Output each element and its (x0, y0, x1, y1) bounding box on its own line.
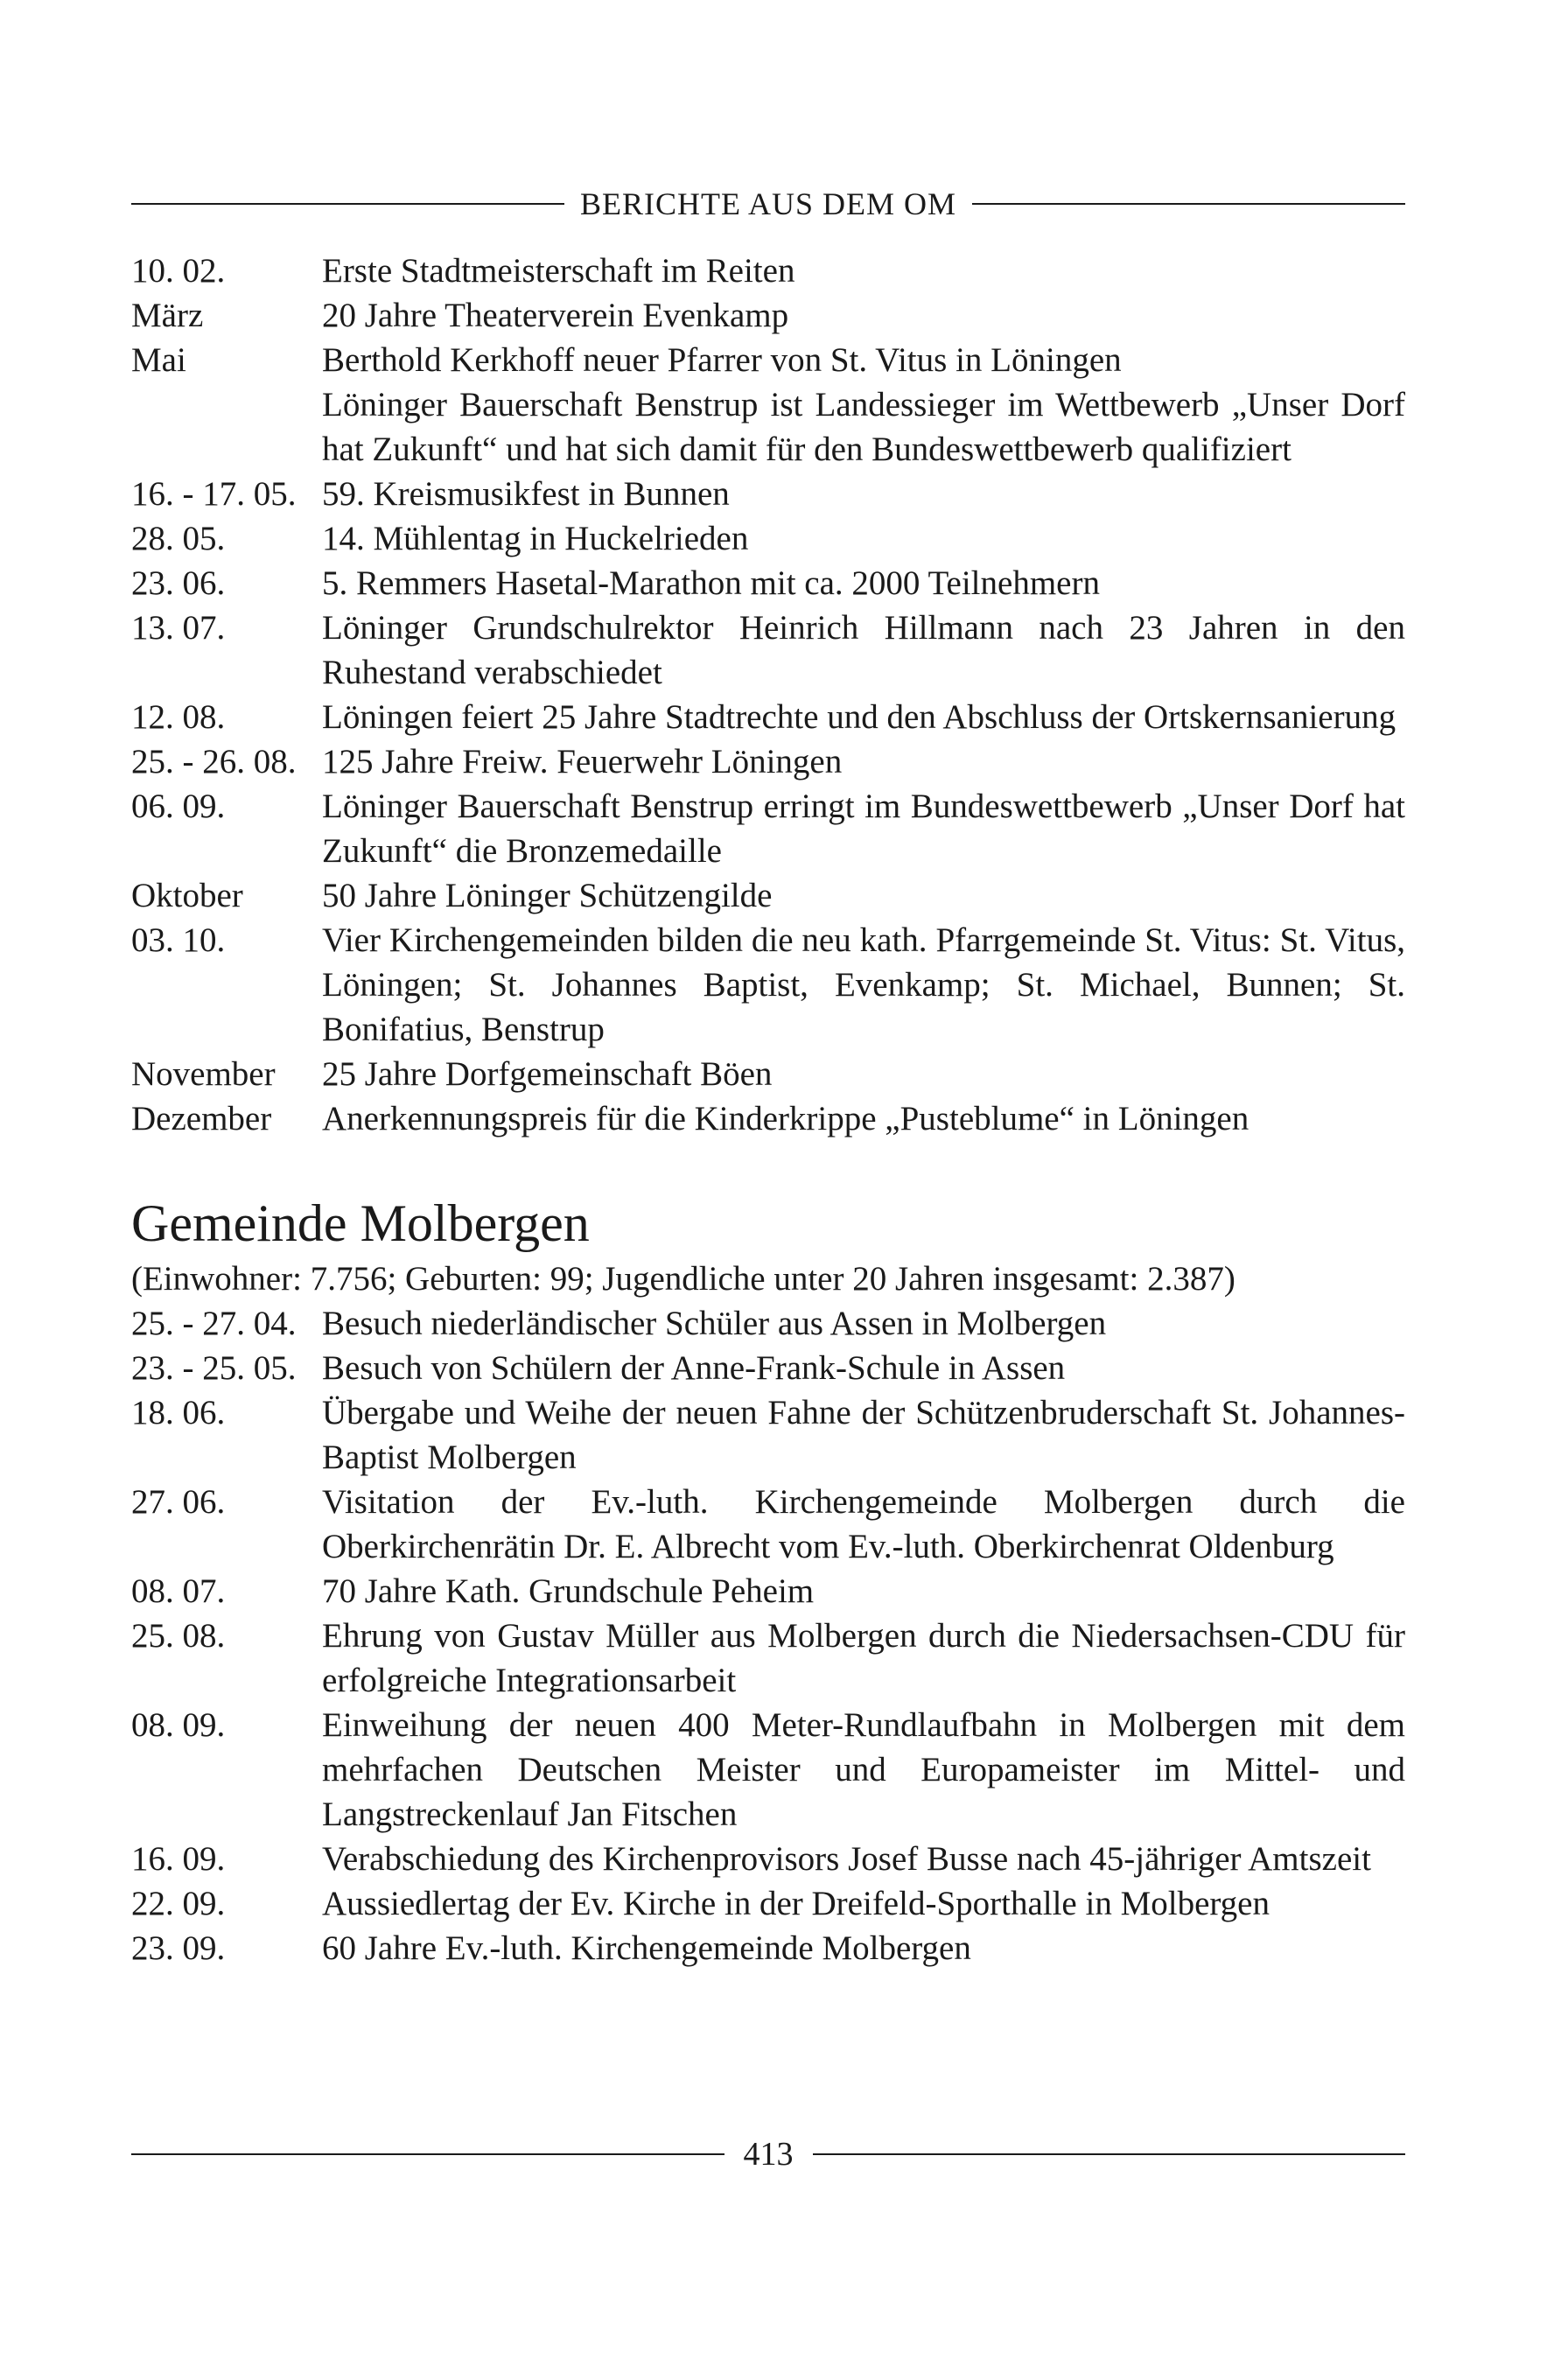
chronicle-entry (131, 1052, 1405, 1096)
entry-date: 28. 05. (131, 520, 226, 557)
chronicle-entry (131, 293, 1405, 338)
entry-date: 25. - 27. 04. (131, 1305, 297, 1342)
entry-text: Anerkennungspreis für die Kinderkrippe „Pusteblume“ in Löningen (322, 1100, 1250, 1138)
entry-text: Löninger Bauerschaft Benstrup ist Landessieger im Wettbewerb „Unser Dorf hat Zukunft“ und hat sich damit für den Bundeswettbewerb qualifiziert (322, 386, 1405, 468)
chronicle-entry (131, 695, 1405, 739)
chronicle-entry (131, 1301, 1405, 1346)
entry-date: 25. - 26. 08. (131, 743, 297, 780)
chronicle-entry (131, 248, 1405, 293)
entry-date (131, 382, 322, 472)
entry-date: 25. 08. (131, 1617, 226, 1655)
entry-text: 59. Kreismusikfest in Bunnen (322, 475, 730, 513)
chronicle-entry (131, 382, 1405, 472)
entry-date: 03. 10. (131, 921, 226, 959)
entry-text: 25 Jahre Dorfgemeinschaft Böen (322, 1055, 773, 1093)
section-title: Gemeinde Molbergen (131, 1194, 590, 1252)
entry-text: 70 Jahre Kath. Grundschule Peheim (322, 1572, 815, 1610)
entry-text: Verabschiedung des Kirchenprovisors Josef Busse nach 45-jähriger Amtszeit (322, 1840, 1371, 1878)
entry-text: Löninger Grundschulrektor Heinrich Hillmann nach 23 Jahren in den Ruhestand verabschiedet (322, 609, 1405, 691)
chronicle-entry (131, 784, 1405, 873)
running-header (131, 186, 1405, 222)
entry-date: 23. 09. (131, 1929, 226, 1967)
chronicle-entry (131, 739, 1405, 784)
chronicle-entry (131, 1346, 1405, 1390)
section-stats: (Einwohner: 7.756; Geburten: 99; Jugendliche unter 20 Jahren insgesamt: 2.387) (131, 1260, 1236, 1298)
chronicle-entry (131, 1096, 1405, 1141)
entry-text: Einweihung der neuen 400 Meter-Rundlaufbahn in Molbergen mit dem mehrfachen Deutschen Meister und Europameister im Mittel- und Langstreckenlauf Jan Fitschen (322, 1706, 1405, 1833)
entry-text: Berthold Kerkhoff neuer Pfarrer von St. Vitus in Löningen (322, 341, 1122, 379)
entry-date: 08. 07. (131, 1572, 226, 1610)
entry-date: 16. - 17. 05. (131, 475, 297, 513)
entry-text: Löninger Bauerschaft Benstrup erringt im Bundeswettbewerb „Unser Dorf hat Zukunft“ die Bronzemedaille (322, 788, 1405, 870)
entry-text: Übergabe und Weihe der neuen Fahne der Schützenbruderschaft St. Johannes-Baptist Molbergen (322, 1394, 1405, 1476)
entry-date: 18. 06. (131, 1394, 226, 1432)
header-rule-right (972, 203, 1405, 205)
entry-date: 23. - 25. 05. (131, 1349, 297, 1387)
running-title: BERICHTE AUS DEM OM (579, 186, 957, 221)
entry-date: 27. 06. (131, 1483, 226, 1521)
entry-date: 22. 09. (131, 1885, 226, 1922)
entry-text: Besuch niederländischer Schüler aus Assen in Molbergen (322, 1305, 1107, 1342)
entry-date: 06. 09. (131, 788, 226, 825)
entry-date: November (131, 1055, 276, 1093)
chronicle-list-top (131, 248, 1405, 1141)
entry-date: Oktober (131, 877, 243, 914)
chronicle-entry (131, 1480, 1405, 1569)
entry-text: 14. Mühlentag in Huckelrieden (322, 520, 749, 557)
entry-text: 50 Jahre Löninger Schützengilde (322, 877, 773, 914)
chronicle-entry (131, 561, 1405, 606)
page-number: 413 (743, 2136, 794, 2173)
chronicle-entry (131, 1926, 1405, 1970)
entry-date: 12. 08. (131, 698, 226, 736)
chronicle-entry (131, 1837, 1405, 1881)
entry-date: 16. 09. (131, 1840, 226, 1878)
entry-text: Visitation der Ev.-luth. Kirchengemeinde Molbergen durch die Oberkirchenrätin Dr. E. Albrecht vom Ev.-luth. Oberkirchenrat Oldenburg (322, 1483, 1405, 1565)
entry-text: Erste Stadtmeisterschaft im Reiten (322, 252, 795, 290)
entry-date: Dezember (131, 1100, 272, 1138)
entry-text: 125 Jahre Freiw. Feuerwehr Löningen (322, 743, 843, 780)
entry-date: 10. 02. (131, 252, 226, 290)
chronicle-entry (131, 338, 1405, 382)
chronicle-entry (131, 606, 1405, 695)
entry-date: 13. 07. (131, 609, 226, 647)
entry-text: Aussiedlertag der Ev. Kirche in der Dreifeld-Sporthalle in Molbergen (322, 1885, 1270, 1922)
chronicle-entry (131, 1881, 1405, 1926)
footer-rule-left (131, 2153, 724, 2155)
entry-text: 60 Jahre Ev.-luth. Kirchengemeinde Molbergen (322, 1929, 971, 1967)
chronicle-entry (131, 1703, 1405, 1837)
chronicle-entry (131, 1569, 1405, 1614)
chronicle-entry (131, 472, 1405, 516)
entry-text: 5. Remmers Hasetal-Marathon mit ca. 2000 Teilnehmern (322, 564, 1100, 602)
entry-date: März (131, 297, 204, 334)
entry-text: 20 Jahre Theaterverein Evenkamp (322, 297, 789, 334)
chronicle-entry (131, 1614, 1405, 1703)
chronicle-entry (131, 873, 1405, 918)
chronicle-entry (131, 1390, 1405, 1480)
entry-date: 23. 06. (131, 564, 226, 602)
entry-text: Besuch von Schülern der Anne-Frank-Schule in Assen (322, 1349, 1066, 1387)
entry-date: 08. 09. (131, 1706, 226, 1744)
header-rule-left (131, 203, 564, 205)
entry-text: Vier Kirchengemeinden bilden die neu kath. Pfarrgemeinde St. Vitus: St. Vitus, Löningen; St. Johannes Baptist, Evenkamp; St. Michael, Bunnen; St. Bonifatius, Benstrup (322, 921, 1405, 1048)
entry-text: Löningen feiert 25 Jahre Stadtrechte und den Abschluss der Ortskernsanierung (322, 698, 1396, 736)
entry-text: Ehrung von Gustav Müller aus Molbergen durch die Niedersachsen-CDU für erfolgreiche Integrationsarbeit (322, 1617, 1405, 1699)
chronicle-content (131, 248, 1405, 1970)
chronicle-entry (131, 516, 1405, 561)
entry-date: Mai (131, 341, 186, 379)
footer-rule-right (813, 2153, 1406, 2155)
page-footer (131, 2135, 1405, 2174)
chronicle-list-section (131, 1301, 1405, 1970)
chronicle-entry (131, 918, 1405, 1052)
document-page (131, 0, 1405, 2366)
